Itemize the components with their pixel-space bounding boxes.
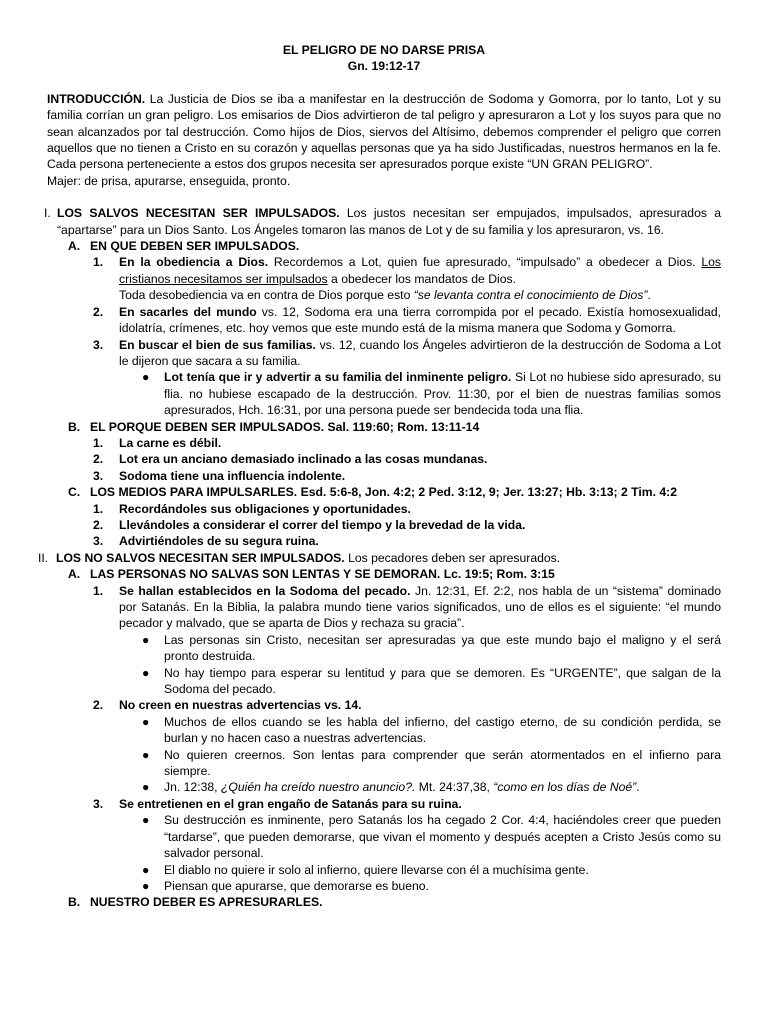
section-2 (38, 550, 721, 566)
item-heading: Se entretienen en el gran engaño de Satanás para su ruina. (119, 796, 462, 811)
bullet-text: Piensan que apurarse, que demorarse es bueno. (164, 878, 429, 893)
punctuation: . (647, 288, 651, 303)
bullet-text (164, 369, 721, 418)
list-item (93, 468, 721, 484)
introduction-paragraph (47, 91, 721, 173)
item-line: Toda desobediencia va en contra de Dios porque esto (119, 288, 414, 303)
list-item (93, 304, 721, 337)
italic-quote: “se levanta contra el conocimiento de Dios” (413, 288, 648, 303)
section-1-number: I. (44, 206, 51, 221)
subsection-1c-letter: C. (68, 485, 81, 500)
section-1 (44, 205, 721, 238)
bullet-icon: ● (142, 878, 150, 893)
bullet-text: No hay tiempo para esperar su lentitud y para que se demoren. Es “URGENTE”, que salgan de la Sodoma del pecado. (164, 665, 721, 697)
subsection-2b (68, 894, 721, 910)
item-heading: Recordándoles sus obligaciones y oportunidades. (119, 501, 411, 516)
bullet-item (139, 747, 721, 780)
section-1-text: Los justos necesitan ser empujados, impulsados, apresurados a “apartarse” para un Dios Santo. Los Ángeles tomaron las manos de Lot y de su familia y los apresuraron, vs. 16. (57, 206, 722, 237)
list-item (93, 254, 721, 303)
intro-text: La Justicia de Dios se iba a manifestar en la destrucción de Sodoma y Gomorra, por lo tanto, Lot y su familia corrían un gran peligro. Los emisarios de Dios advirtieron de tal peligro y apresuraron a Lot y los suyos para que no sean alcanzados por tal destrucción. Como hijos de Dios, siervos del Altísimo, debemos comprender el peligro que corren aquellos que no tienen a Cristo en su corazón y aquellas personas que ya ha sido Justificadas, nuestros hermanos en la fe. Cada persona perteneciente a estos dos grupos necesita ser apresurados porque existe “UN GRAN PELIGRO”. (47, 91, 721, 172)
section-1-heading: LOS SALVOS NECESITAN SER IMPULSADOS. (57, 206, 340, 221)
bullet-text: El diablo no quiere ir solo al infierno, quiere llevarse con él a muchísima gente. (164, 862, 589, 877)
item-heading: En sacarles del mundo (119, 304, 257, 319)
bullet-item (139, 878, 721, 894)
item-number: 2. (93, 698, 104, 713)
intro-label: INTRODUCCIÓN. (47, 91, 146, 106)
item-text-cont: a obedecer los mandatos de Dios. (327, 271, 516, 286)
bullet-item (139, 714, 721, 747)
list-item (93, 533, 721, 549)
italic-quote: “como en los días de Noé” (493, 780, 637, 795)
bullet-text: Muchos de ellos cuando se les habla del infierno, del castigo eterno, de su condición perdida, se burlan y no hacen caso a nuestras advertencias. (164, 714, 721, 746)
section-2-paragraph (56, 550, 721, 566)
section-2-text: Los pecadores deben ser apresurados. (344, 550, 561, 565)
subsection-2a-heading: LAS PERSONAS NO SALVAS SON LENTAS Y SE DEMORAN. Lc. 19:5; Rom. 3:15 (90, 567, 555, 582)
item-body (119, 254, 721, 303)
majer-definition: Majer: de prisa, apurarse, enseguida, pronto. (47, 173, 291, 188)
bullet-icon: ● (142, 813, 150, 828)
subsection-1c-heading: LOS MEDIOS PARA IMPULSARLES. Esd. 5:6-8, Jon. 4:2; 2 Ped. 3:12, 9; Jer. 13:27; Hb. 3:13; 2 Tim. 4:2 (90, 485, 677, 500)
bullet-item (139, 779, 721, 795)
bullet-text: No quieren creernos. Son lentas para comprender que serán atormentados en el infierno para siempre. (164, 747, 721, 779)
list-item (93, 501, 721, 517)
underlined-text: Los cristianos necesitamos ser impulsados (119, 255, 721, 286)
list-item (93, 451, 721, 467)
italic-quote: ¿Quién ha creído nuestro anuncio?. (220, 780, 416, 795)
bullet-text (164, 779, 721, 795)
punctuation: . (636, 780, 640, 795)
item-body (119, 304, 721, 337)
subsection-1b-heading: EL PORQUE DEBEN SER IMPULSADOS. Sal. 119:60; Rom. 13:11-14 (90, 419, 480, 434)
section-2-heading: LOS NO SALVOS NECESITAN SER IMPULSADOS. (56, 550, 345, 565)
list-item (93, 583, 721, 632)
item-heading: Advirtiéndoles de su segura ruina. (119, 534, 319, 549)
item-heading: En la obediencia a Dios. (119, 255, 269, 270)
list-item (93, 697, 721, 713)
item-number: 1. (93, 435, 104, 450)
scripture-reference: Gn. 19:12-17 (347, 59, 421, 74)
item-heading: No creen en nuestras advertencias vs. 14. (119, 698, 362, 713)
bullet-icon: ● (142, 665, 150, 680)
bullet-item (139, 632, 721, 665)
item-heading: Se hallan establecidos en la Sodoma del pecado. (119, 583, 411, 598)
item-text: Recordemos a Lot, quien fue apresurado, “impulsado” a obedecer a Dios. (268, 255, 702, 270)
item-heading: Lot era un anciano demasiado inclinado a las cosas mundanas. (119, 452, 488, 467)
item-number: 3. (93, 337, 104, 352)
section-1-paragraph (57, 205, 721, 238)
bullet-ref: Mt. 24:37,38, (415, 780, 494, 795)
item-number: 2. (93, 517, 104, 532)
bullet-item (139, 369, 721, 418)
bullet-text: Su destrucción es inminente, pero Satanás los ha cegado 2 Cor. 4:4, haciéndoles creer que pueden “tardarse”, que pueden demorarse, que vivan el momento y después acepten a Cristo Jesús como su salvador personal. (164, 813, 721, 861)
section-2-number: II. (38, 550, 49, 565)
list-item (93, 435, 721, 451)
subsection-1c (68, 484, 721, 500)
item-text: Jn. 12:31, Ef. 2:2, nos habla de un “sistema” dominado por Satanás. En la Biblia, la palabra mundo tiene varios significados, uno de ellos es el siguiente: “el mundo pecador y malvado, que se aparta de Dios y rechaza su gracia”. (119, 583, 721, 631)
item-heading: La carne es débil. (119, 435, 222, 450)
item-number: 1. (93, 255, 104, 270)
bullet-icon: ● (142, 714, 150, 729)
list-item (93, 337, 721, 370)
item-number: 1. (93, 583, 104, 598)
bullet-item (139, 812, 721, 861)
bullet-icon: ● (142, 862, 150, 877)
bullet-ref: Jn. 12:38, (164, 780, 221, 795)
item-heading: En buscar el bien de sus familias. (119, 337, 316, 352)
subsection-2b-letter: B. (68, 895, 81, 910)
item-heading: Sodoma tiene una influencia indolente. (119, 468, 346, 483)
bullet-item (139, 862, 721, 878)
bullet-icon: ● (142, 747, 150, 762)
bullet-body: Si Lot no hubiese sido apresurado, su flia. no hubiese escapado de la destrucción. Prov. 11:30, por el bien de nuestras familias somos apresurados, Hch. 16:31, por una persona puede ser bendecida toda una flia. (164, 370, 721, 418)
document-title: EL PELIGRO DE NO DARSE PRISA (282, 43, 486, 57)
item-text: vs. 12, Sodoma era una tierra corrompida por el pecado. Existía homosexualidad, idolatría, crímenes, etc. hoy vemos que este mundo está de la misma manera que Sodoma y Gomorra. (119, 304, 721, 336)
list-item (93, 517, 721, 533)
item-body (119, 583, 721, 632)
list-item (93, 796, 721, 812)
bullet-icon: ● (142, 780, 150, 795)
item-number: 2. (93, 304, 104, 319)
subsection-1a-letter: A. (68, 239, 81, 254)
bullet-icon: ● (142, 370, 150, 385)
item-number: 1. (93, 501, 104, 516)
item-number: 3. (93, 468, 104, 483)
bullet-text: Las personas sin Cristo, necesitan ser apresuradas ya que este mundo bajo el maligno y el será pronto destruida. (164, 632, 721, 664)
subsection-1a (68, 238, 721, 254)
bullet-heading: Lot tenía que ir y advertir a su familia del inminente peligro. (164, 370, 512, 385)
bullet-icon: ● (142, 632, 150, 647)
subsection-1b-letter: B. (68, 419, 81, 434)
item-number: 3. (93, 534, 104, 549)
subsection-2a (68, 566, 721, 582)
item-number: 2. (93, 452, 104, 467)
subsection-2b-heading: NUESTRO DEBER ES APRESURARLES. (90, 895, 323, 910)
subsection-2a-letter: A. (68, 567, 81, 582)
item-body (119, 337, 721, 370)
subsection-1a-heading: EN QUE DEBEN SER IMPULSADOS. (90, 239, 300, 254)
bullet-item (139, 665, 721, 698)
item-heading: Llevándoles a considerar el correr del tiempo y la brevedad de la vida. (119, 517, 526, 532)
item-text: vs. 12, cuando los Ángeles advirtieron de la destrucción de Sodoma a Lot le dijeron que sacara a su familia. (119, 337, 721, 368)
subsection-1b (68, 419, 721, 435)
item-number: 3. (93, 796, 104, 811)
